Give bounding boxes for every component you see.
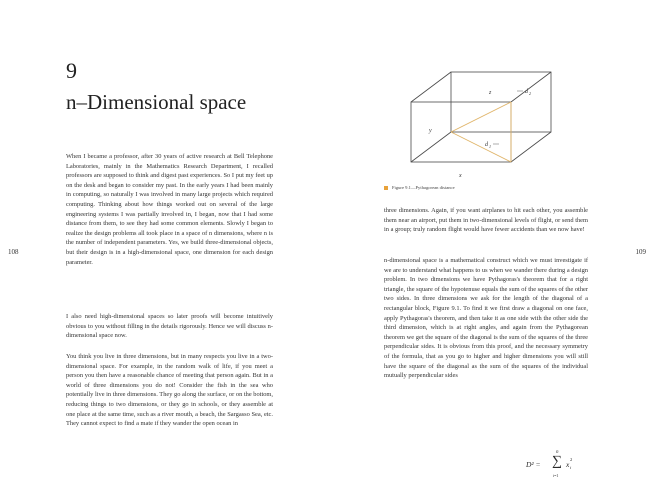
- edge: [411, 132, 451, 162]
- right-page: [328, 0, 656, 500]
- page-number: 109: [635, 248, 646, 256]
- pythagorean-box-figure: [391, 60, 561, 180]
- label-d1: [485, 142, 499, 149]
- equation-lhs: D² =: [526, 460, 541, 469]
- edge: [411, 72, 451, 102]
- face-diagonal: [451, 132, 511, 162]
- paragraph: n-dimensional space is a mathematical construct which we must investigate if we are to understand what happens to us when we wander there during a design problem. In two dimensions we have Pythagoras's theorem that for a right triangle, the square of the hypotenuse equals the sum of the squares of the other two sides. In three dimensions we ask for the length of the diagonal of a rectangular block, Figure 9.1. To find it we first draw a diagonal on one face, apply Pythagoras's theorem, and then take it as one side with the other side the third dimension, which is at right angles, and again from the Pythagorean theorem we get the square of the diagonal is the sum of the squares of the three perpendicular sides. It is obvious from this proof, and the necessary symmetry of the formula, that as you go to higher and higher dimensions you will still have the square of the diagonal as the sum of the squares of the individual mutually perpendicular sides: [384, 257, 588, 380]
- svg-text:d: d: [485, 142, 488, 148]
- sum-sign: ∑: [552, 454, 562, 469]
- paragraph: You think you live in three dimensions, but in many respects you live in a two-dimensional space. For example, in the random walk of life, if you meet a person you then have a reasonable chance of meeting that person again. But in a world of three dimensions you do not! Consider the fish in the sea who potentially live in three dimensions. They go along the surface, or on the bottom, reducing things to two dimensions, or they go in schools, or they assemble at one place at the same time, such as a river mouth, a beach, the Sargasso Sea, etc. They cannot expect to find a mate if they wander the open ocean in: [66, 353, 273, 428]
- sum-lower: i=1: [553, 473, 559, 478]
- sum-term: x: [566, 460, 570, 469]
- figure-caption: Figure 9.1—Pythagorean distance: [384, 185, 455, 190]
- sum-term-sup: 2: [570, 457, 573, 462]
- sum-term-sub: i: [570, 465, 572, 470]
- sum-upper: n: [556, 450, 559, 455]
- label-y: y: [429, 128, 432, 134]
- space-diagonal: [451, 102, 511, 132]
- paragraph: three dimensions. Again, if you want airplanes to hit each other, you assemble them near an airport, put them in two-dimensional levels of flight, or send them in a group; truly random flight would have fewer accidents than we now have!: [384, 207, 588, 234]
- svg-text:2: 2: [529, 91, 531, 96]
- edge: [511, 72, 551, 102]
- svg-text:d: d: [525, 89, 528, 95]
- caption-marker: [384, 186, 388, 190]
- paragraph: I also need high-dimensional spaces so later proofs will become intuitively obvious to you without filling in the details rigorously. Hence we will discuss n-dimensional space now.: [66, 313, 273, 340]
- chapter-title: n–Dimensional space: [66, 90, 247, 114]
- label-z: z: [489, 90, 492, 96]
- chapter-number: 9: [66, 58, 77, 83]
- page-number: 108: [8, 248, 19, 256]
- svg-text:1: 1: [489, 144, 491, 149]
- paragraph: When I became a professor, after 30 years of active research at Bell Telephone Laboratories, mainly in the Mathematics Research Department, I recalled professors are supposed to think and digest past experiences. So I put my feet up on the desk and began to consider my past. In the early years I had been mainly in computing, so naturally I was involved in many large projects which required computing. Thinking about how things worked out on several of the large engineering systems I was partially involved in, I began, now that I had some distance from them, to see they had some common elements. Slowly I began to realize the design problems all took place in a space of n dimensions, where n is the number of independent parameters. Yes, we build three-dimensional objects, but their design is in a high-dimensional space, one dimension for each design parameter.: [66, 153, 273, 266]
- label-x: x: [459, 173, 462, 179]
- edge: [511, 132, 551, 162]
- equation: [526, 450, 586, 480]
